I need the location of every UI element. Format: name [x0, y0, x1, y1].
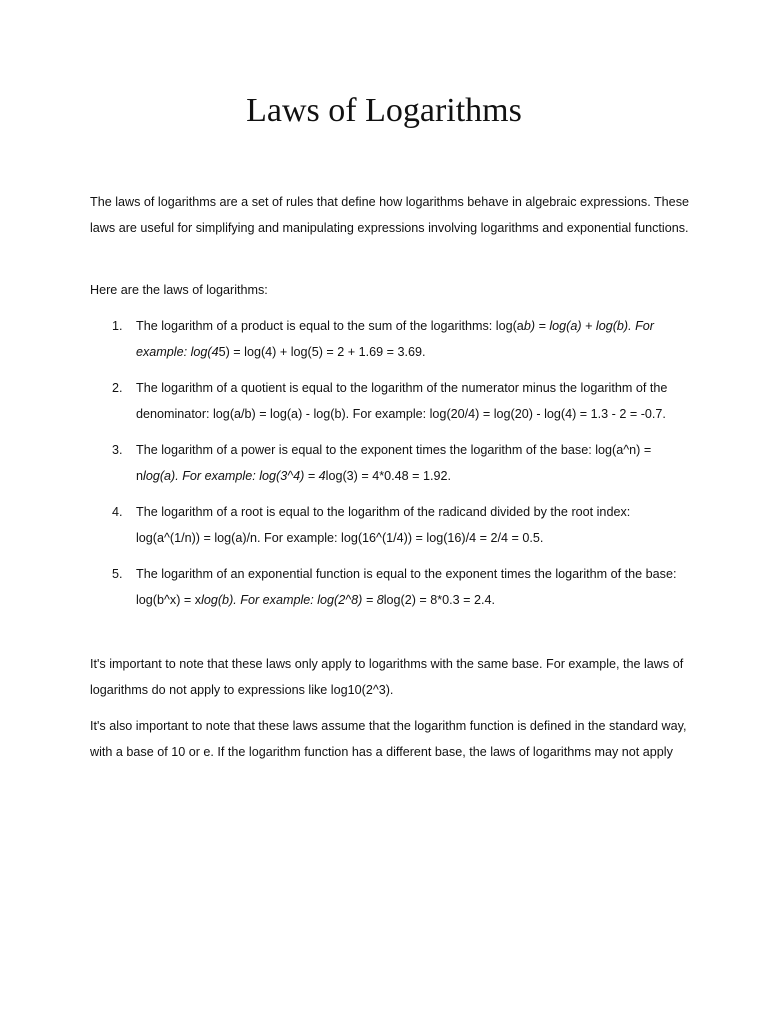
list-item-number: 1.	[112, 319, 123, 333]
law-text: 5) = log(4) + log(5) = 2 + 1.69 = 3.69.	[218, 345, 426, 359]
list-item	[90, 375, 690, 427]
law-text: The logarithm of an exponential function is equal to the exponent times the logarithm of the base: log(b^x) = x	[136, 567, 677, 607]
note-paragraph-2: It's also important to note that these laws assume that the logarithm function is defined in the standard way, with a base of 10 or e. If the logarithm function has a different base, the laws of logarithms may not apply	[90, 719, 687, 759]
law-text-italic: log(a). For example: log(3^4) = 4	[143, 469, 326, 483]
list-item	[90, 561, 690, 613]
law-text: log(3) = 4*0.48 = 1.92.	[325, 469, 452, 483]
list-item	[90, 313, 690, 365]
law-text: The logarithm of a product is equal to the sum of the logarithms: log(a	[136, 319, 524, 333]
intro-paragraph: The laws of logarithms are a set of rules that define how logarithms behave in algebraic expressions. These laws are useful for simplifying and manipulating expressions involving logarithms and exponential functions.	[90, 195, 689, 235]
list-heading: Here are the laws of logarithms:	[90, 283, 268, 297]
law-text: log(2) = 8*0.3 = 2.4.	[383, 593, 496, 607]
note-paragraph-1: It's important to note that these laws only apply to logarithms with the same base. For example, the laws of logarithms do not apply to expressions like log10(2^3).	[90, 657, 684, 697]
list-item-number: 5.	[112, 567, 123, 581]
law-text-italic: b) = log(a) + log(b). For example: log(4	[136, 319, 654, 359]
laws-list	[90, 313, 690, 623]
law-text: The logarithm of a quotient is equal to the logarithm of the numerator minus the logarithm of the denominator: log(a/b) = log(a) - log(b). For example: log(20/4) = log(20) - log(4) = 1.3 - 2 = -0.7.	[136, 381, 668, 421]
law-text: The logarithm of a power is equal to the exponent times the logarithm of the base: log(a^n) = n	[136, 443, 652, 483]
list-item-number: 2.	[112, 381, 123, 395]
list-item-number: 4.	[112, 505, 123, 519]
list-item	[90, 499, 690, 551]
page-title: Laws of Logarithms	[246, 92, 522, 129]
law-text: The logarithm of a root is equal to the logarithm of the radicand divided by the root index: log(a^(1/n)) = log(a)/n. For example: log(16^(1/4)) = log(16)/4 = 2/4 = 0.5.	[136, 505, 631, 545]
list-item	[90, 437, 690, 489]
list-item-number: 3.	[112, 443, 123, 457]
law-text-italic: log(b). For example: log(2^8) = 8	[201, 593, 384, 607]
